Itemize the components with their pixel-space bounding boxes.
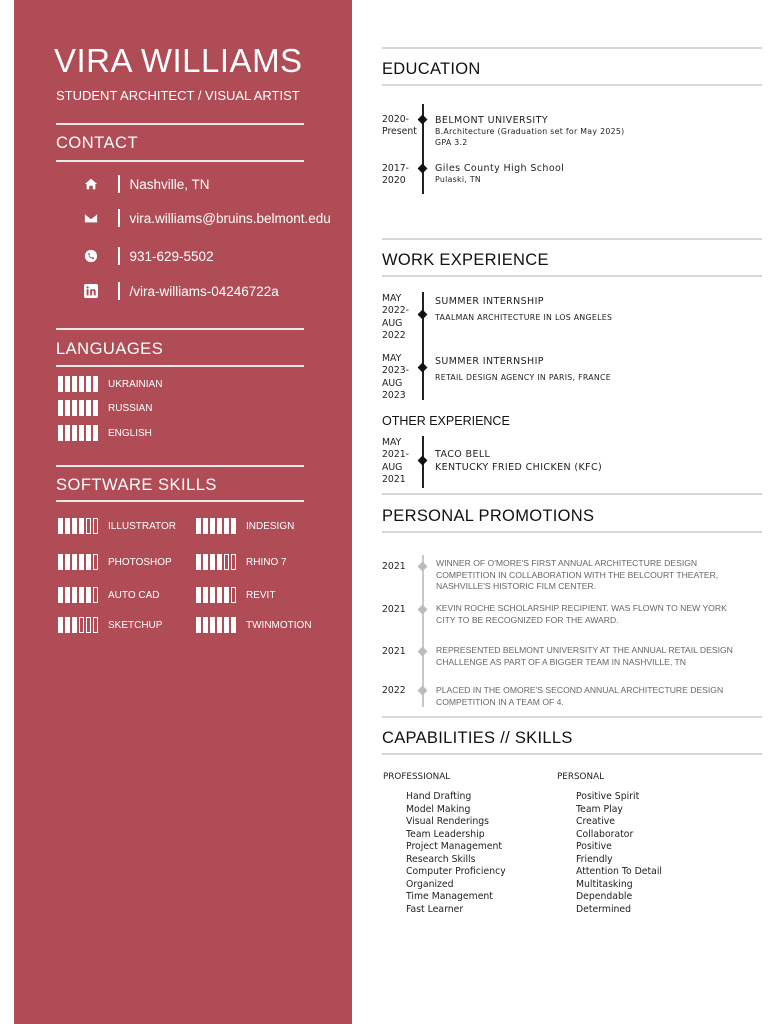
promotion-year: 2021 — [382, 561, 406, 572]
level-cell-empty — [231, 587, 236, 603]
level-cell-empty — [93, 554, 98, 570]
timeline — [422, 555, 424, 707]
level-cell-filled — [196, 554, 201, 570]
contact-location — [82, 174, 210, 194]
software-meter — [196, 554, 287, 570]
language-meter — [58, 400, 152, 416]
linkedin-icon — [82, 282, 100, 300]
separator — [118, 209, 120, 227]
work-entry — [435, 355, 611, 384]
skill-level-bar — [58, 518, 98, 534]
divider — [382, 47, 762, 49]
list-item: Collaborator — [576, 828, 634, 840]
level-cell-filled — [86, 400, 91, 416]
skill-level-bar — [196, 518, 236, 534]
level-cell-filled — [65, 617, 70, 633]
level-cell-filled — [65, 425, 70, 441]
skill-level-bar — [58, 587, 98, 603]
level-cell-filled — [217, 518, 222, 534]
list-item: Time Management — [406, 891, 493, 902]
personal-skills-list — [576, 791, 662, 916]
job-company: TAALMAN ARCHITECTURE IN LOS ANGELES — [435, 313, 613, 322]
education-heading: EDUCATION — [382, 60, 481, 78]
level-cell-filled — [217, 554, 222, 570]
divider — [382, 531, 762, 533]
gpa: GPA 3.2 — [435, 137, 468, 147]
contact-linkedin[interactable] — [82, 281, 279, 301]
level-cell-filled — [79, 425, 84, 441]
software-label: TWINMOTION — [246, 619, 312, 631]
level-cell-empty — [86, 617, 91, 633]
separator — [118, 282, 120, 300]
list-item: Team Play — [576, 803, 623, 815]
software-label: ILLUSTRATOR — [108, 520, 176, 532]
level-cell-filled — [72, 587, 77, 603]
sidebar — [14, 0, 352, 1024]
capabilities-heading: CAPABILITIES // SKILLS — [382, 729, 573, 747]
promotion-text: KEVIN ROCHE SCHOLARSHIP RECIPIENT. WAS FLOWN TO NEW YORK CITY TO BE RECOGNIZED FOR THE AWARD. — [436, 603, 727, 625]
software-label: SKETCHUP — [108, 619, 163, 631]
level-cell-filled — [196, 617, 201, 633]
education-date: 2017- 2020 — [382, 163, 410, 187]
software-meter — [196, 587, 275, 603]
separator — [118, 175, 120, 193]
promotion-year: 2021 — [382, 646, 406, 657]
level-cell-filled — [79, 518, 84, 534]
school-name: Giles County High School — [435, 163, 565, 174]
level-cell-filled — [65, 587, 70, 603]
skill-level-bar — [196, 587, 236, 603]
contact-linkedin-link[interactable]: /vira-williams-04246722a — [129, 283, 279, 299]
promotion-text: PLACED IN THE OMORE'S SECOND ANNUAL ARCHITECTURE DESIGN COMPETITION IN A TEAM OF 4. — [436, 685, 724, 707]
education-entry — [435, 114, 624, 148]
language-label: RUSSIAN — [108, 402, 153, 414]
level-cell-filled — [93, 425, 98, 441]
divider — [56, 365, 304, 367]
software-heading: SOFTWARE SKILLS — [56, 476, 217, 494]
candidate-name: VIRA WILLIAMS — [54, 42, 303, 79]
level-cell-empty — [231, 554, 236, 570]
timeline-marker — [418, 310, 428, 320]
level-cell-filled — [79, 376, 84, 392]
job-title: SUMMER INTERNSHIP — [435, 296, 544, 307]
divider — [382, 716, 762, 718]
list-item: Positive — [576, 841, 612, 852]
candidate-title: STUDENT ARCHITECT / VISUAL ARTIST — [56, 88, 300, 103]
language-meter — [58, 376, 162, 392]
level-cell-filled — [196, 518, 201, 534]
level-cell-filled — [86, 587, 91, 603]
divider — [56, 328, 304, 330]
level-cell-filled — [210, 617, 215, 633]
divider — [56, 123, 304, 125]
list-item: Research Skills — [406, 853, 476, 865]
language-label: ENGLISH — [108, 427, 152, 439]
divider — [56, 465, 304, 467]
level-cell-filled — [72, 376, 77, 392]
level-cell-filled — [86, 425, 91, 441]
software-label: PHOTOSHOP — [108, 556, 172, 568]
contact-email-link[interactable]: vira.williams@bruins.belmont.edu — [129, 210, 331, 226]
skill-level-bar — [196, 554, 236, 570]
contact-email[interactable] — [82, 208, 331, 228]
language-label: UKRAINIAN — [108, 378, 163, 390]
education-entry — [435, 162, 564, 186]
level-cell-filled — [65, 518, 70, 534]
level-cell-filled — [93, 400, 98, 416]
level-cell-filled — [210, 518, 215, 534]
software-meter — [58, 587, 160, 603]
mail-icon — [82, 209, 100, 227]
level-cell-filled — [58, 554, 63, 570]
divider — [382, 493, 762, 495]
level-cell-filled — [58, 587, 63, 603]
level-cell-filled — [72, 617, 77, 633]
level-cell-empty — [93, 617, 98, 633]
job-company: RETAIL DESIGN AGENCY IN PARIS, FRANCE — [435, 373, 612, 382]
language-meter — [58, 425, 152, 441]
list-item: Creative — [576, 816, 615, 827]
divider — [382, 238, 762, 240]
software-meter — [196, 617, 312, 633]
work-entry — [435, 295, 612, 324]
list-item: Positive Spirit — [576, 791, 640, 802]
divider — [382, 275, 762, 277]
level-cell-filled — [72, 400, 77, 416]
software-label: REVIT — [246, 589, 276, 601]
divider — [382, 753, 762, 755]
level-cell-empty — [86, 518, 91, 534]
level-cell-filled — [86, 376, 91, 392]
level-cell-filled — [58, 376, 63, 392]
list-item: Multitasking — [576, 878, 633, 890]
contact-location-text: Nashville, TN — [129, 176, 210, 192]
timeline-marker — [418, 562, 428, 572]
personal-skills-heading: PERSONAL — [557, 772, 604, 782]
level-cell-filled — [210, 587, 215, 603]
level-cell-filled — [79, 554, 84, 570]
level-cell-filled — [203, 617, 208, 633]
promotion-year: 2021 — [382, 604, 406, 615]
level-cell-filled — [224, 617, 229, 633]
skill-level-bar — [58, 376, 98, 392]
list-item: Project Management — [406, 841, 503, 852]
divider — [56, 160, 304, 162]
level-cell-filled — [217, 617, 222, 633]
level-cell-filled — [93, 376, 98, 392]
home-icon — [82, 175, 100, 193]
contact-phone-text[interactable]: 931-629-5502 — [129, 248, 214, 264]
skill-level-bar — [58, 554, 98, 570]
skill-level-bar — [58, 617, 98, 633]
divider — [56, 500, 304, 502]
separator — [118, 247, 120, 265]
other-date: MAY 2021- AUG 2021 — [382, 437, 410, 485]
level-cell-filled — [65, 554, 70, 570]
promotion-text: REPRESENTED BELMONT UNIVERSITY AT THE ANNUAL RETAIL DESIGN CHALLENGE AS PART OF A BIGGER TEAM IN NASHVILLE, TN — [436, 645, 733, 667]
software-label: INDESIGN — [246, 520, 295, 532]
employer: KENTUCKY FRIED CHICKEN (KFC) — [435, 462, 603, 473]
phone-icon — [82, 247, 100, 265]
level-cell-filled — [217, 587, 222, 603]
timeline-marker — [418, 647, 428, 657]
other-experience-heading: OTHER EXPERIENCE — [382, 414, 510, 428]
promotions-heading: PERSONAL PROMOTIONS — [382, 507, 595, 525]
level-cell-filled — [72, 518, 77, 534]
software-meter — [196, 518, 294, 534]
list-item: Dependable — [576, 891, 633, 902]
level-cell-empty — [224, 554, 229, 570]
work-heading: WORK EXPERIENCE — [382, 251, 549, 269]
level-cell-filled — [196, 587, 201, 603]
level-cell-filled — [65, 376, 70, 392]
level-cell-empty — [93, 518, 98, 534]
school-name: BELMONT UNIVERSITY — [435, 115, 549, 126]
level-cell-filled — [58, 400, 63, 416]
list-item: Friendly — [576, 853, 613, 865]
contact-phone[interactable] — [82, 246, 214, 266]
timeline-marker — [418, 456, 428, 466]
level-cell-filled — [58, 617, 63, 633]
languages-heading: LANGUAGES — [56, 340, 164, 358]
software-meter — [58, 518, 176, 534]
level-cell-filled — [65, 400, 70, 416]
level-cell-filled — [231, 617, 236, 633]
level-cell-filled — [203, 587, 208, 603]
work-date: MAY 2022- AUG 2022 — [382, 293, 410, 341]
level-cell-filled — [79, 400, 84, 416]
school-location: Pulaski, TN — [435, 175, 482, 184]
work-date: MAY 2023- AUG 2023 — [382, 353, 410, 401]
level-cell-filled — [86, 554, 91, 570]
timeline-marker — [418, 686, 428, 696]
degree: B.Architecture (Graduation set for May 2025) — [435, 127, 625, 136]
list-item: Team Leadership — [406, 828, 485, 840]
promotion-year: 2022 — [382, 685, 406, 696]
promotion-text: WINNER OF O'MORE'S FIRST ANNUAL ARCHITECTURE DESIGN COMPETITION IN COLLABORATION WITH THE BELCOURT THEATER, NASHVILLE'S HISTORIC FILM CENTER. — [436, 558, 719, 591]
software-meter — [58, 617, 162, 633]
list-item: Organized — [406, 878, 454, 890]
job-title: SUMMER INTERNSHIP — [435, 356, 544, 367]
timeline-marker — [418, 363, 428, 373]
level-cell-filled — [210, 554, 215, 570]
list-item: Determined — [576, 903, 632, 915]
software-meter — [58, 554, 172, 570]
list-item: Attention To Detail — [576, 866, 662, 877]
level-cell-empty — [93, 587, 98, 603]
list-item: Hand Drafting — [406, 791, 472, 802]
level-cell-filled — [203, 554, 208, 570]
list-item: Computer Proficiency — [406, 866, 506, 877]
professional-skills-heading: PROFESSIONAL — [383, 772, 451, 782]
professional-skills-list — [406, 791, 506, 916]
timeline-marker — [418, 605, 428, 615]
level-cell-empty — [79, 617, 84, 633]
skill-level-bar — [196, 617, 236, 633]
level-cell-filled — [72, 554, 77, 570]
employer: TACO BELL — [435, 449, 491, 460]
level-cell-filled — [203, 518, 208, 534]
level-cell-filled — [224, 587, 229, 603]
level-cell-filled — [58, 518, 63, 534]
timeline-marker — [418, 115, 428, 125]
software-label: AUTO CAD — [108, 589, 160, 601]
level-cell-filled — [72, 425, 77, 441]
list-item: Visual Renderings — [406, 816, 490, 827]
level-cell-filled — [231, 518, 236, 534]
divider — [382, 84, 762, 86]
other-entry — [435, 448, 602, 474]
list-item: Fast Learner — [406, 903, 464, 915]
education-date: 2020- Present — [382, 114, 417, 138]
skill-level-bar — [58, 400, 98, 416]
timeline — [422, 292, 424, 400]
list-item: Model Making — [406, 803, 471, 815]
contact-heading: CONTACT — [56, 134, 139, 152]
level-cell-filled — [79, 587, 84, 603]
timeline-marker — [418, 164, 428, 174]
level-cell-filled — [58, 425, 63, 441]
skill-level-bar — [58, 425, 98, 441]
level-cell-filled — [224, 518, 229, 534]
software-label: RHINO 7 — [246, 556, 287, 568]
